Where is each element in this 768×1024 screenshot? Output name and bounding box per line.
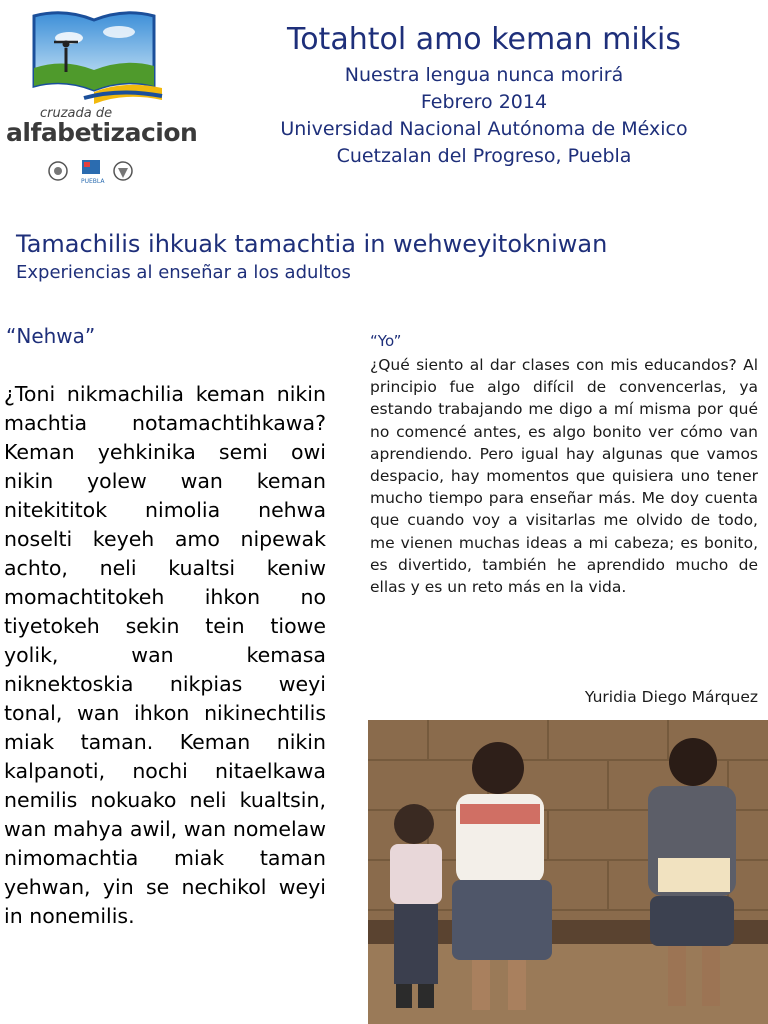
section-title: Tamachilis ihkuak tamachtia in wehweyitokniwan bbox=[16, 230, 608, 258]
page-title: Totahtol amo keman mikis bbox=[286, 22, 682, 57]
logo-small-text: cruzada de bbox=[40, 106, 113, 121]
page-date: Febrero 2014 bbox=[420, 91, 548, 113]
logo-wordmark: alfabetizacion bbox=[6, 118, 198, 147]
nahuatl-paragraph: ¿Toni nikmachilia keman nikin machtia notamachtihkawa? Keman yehkinika semi owi nikin yolew wan keman nitekititok nimolia nehwa noselti keyeh amo nipewak achto, neli kualtsi keniw momachtitokeh ihkon no tiyetokeh sekin tein tiowe yolik, wan kemasa niknektoskia nikpias weyi tonal, wan ihkon nikinechtilis miak taman. Keman nikin kalpanoti, nochi nitaelkawa nemilis nokuako neli kualtsin, wan mahya awil, wan nomelaw nimomachtia miak taman yehwan, yin se nechikol weyi in nonemilis. bbox=[4, 382, 326, 928]
section-subtitle: Experiencias al enseñar a los adultos bbox=[16, 262, 351, 283]
classroom-photo bbox=[368, 720, 768, 1024]
institution-seals-icon bbox=[48, 156, 138, 186]
book-sky-logo-icon bbox=[24, 8, 164, 106]
page-subtitle: Nuestra lengua nunca morirá bbox=[344, 64, 624, 86]
svg-text:PUEBLA: PUEBLA bbox=[81, 178, 105, 185]
location: Cuetzalan del Progreso, Puebla bbox=[336, 145, 632, 167]
nahuatl-heading: “Nehwa” bbox=[6, 324, 96, 348]
author-signature: Yuridia Diego Márquez bbox=[584, 688, 758, 706]
institution-name: Universidad Nacional Autónoma de México bbox=[280, 118, 688, 140]
spanish-paragraph: ¿Qué siento al dar clases con mis educandos? Al principio fue algo difícil de convencerlas, ya estando trabajando me digo a mí misma por qué no comencé antes, es algo bonito ver cómo van aprendiendo. Pero igual hay algunas que vamos despacio, hay momentos que quisiera uno tener mucho tiempo para enseñar más. Me doy cuenta que cuando voy a visitarlas me olvido de todo, me vienen muchas ideas a mi cabeza; es bonito, es divertido, también he aprendido mucho de ellas y es un reto más en la vida. bbox=[370, 356, 758, 597]
spanish-heading: “Yo” bbox=[370, 332, 402, 350]
cruzada-logo bbox=[6, 4, 196, 194]
